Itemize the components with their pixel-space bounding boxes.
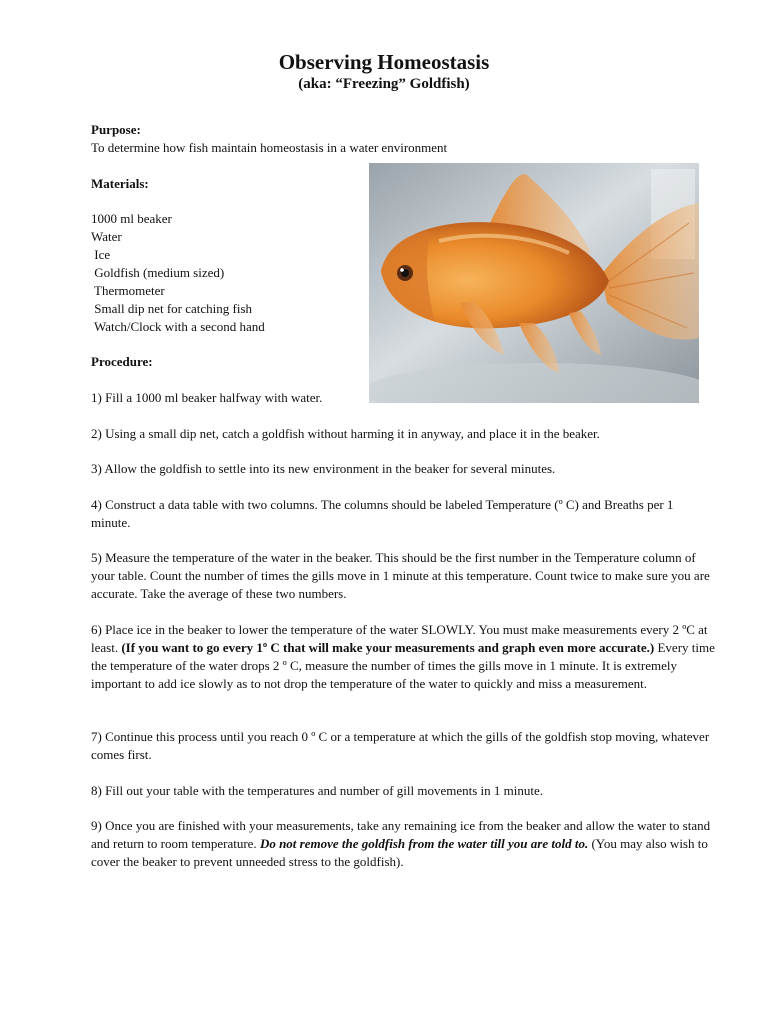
step-6-text-b: Every time the temperature of the water drops 2 º C, measure the number of times the gills move in 1 minute. It is extremely important to add ice slowly as to not drop the temperature of the water to quickly and miss a measurement. [91,640,715,691]
step-9-text-b: (You may also wish to cover the beaker to prevent unneeded stress to the goldfish). [91,836,708,869]
step-9-warning: Do not remove the goldfish from the water till you are told to. [259,836,589,851]
step-6-bold-note: (If you want to go every 1º C that will make your measurements and graph even more accurate.) [121,640,655,655]
procedure-step-6 [91,621,716,693]
procedure-step-7: 7) Continue this process until you reach 0 º C or a temperature at which the gills of the goldfish stop moving, whatever comes first. [91,729,710,762]
step-6-text-a: 6) Place ice in the beaker to lower the temperature of the water SLOWLY. You must make measurements every 2 ºC at least. [91,622,708,655]
materials-item: Thermometer [91,283,165,298]
goldfish-photo-icon [369,163,699,403]
step-9-text-a: 9) Once you are finished with your measurements, take any remaining ice from the beaker and allow the water to stand and return to room temperature. [91,818,711,851]
materials-item: Watch/Clock with a second hand [91,319,265,334]
page-subtitle: (aka: “Freezing” Goldfish) [298,76,470,92]
page-title: Observing Homeostasis [278,50,490,74]
materials-item: 1000 ml beaker [91,211,172,226]
materials-item: Goldfish (medium sized) [91,265,225,280]
procedure-step-5: 5) Measure the temperature of the water in the beaker. This should be the first number in the Temperature column of your table. Count the number of times the gills move in 1 minute at this temperature. Count twice to make sure you are accurate. Take the average of these two numbers. [91,550,710,601]
procedure-heading: Procedure: [91,354,153,369]
materials-item: Water [91,229,122,244]
materials-item: Small dip net for catching fish [91,301,253,316]
procedure-step-2: 2) Using a small dip net, catch a goldfish without harming it in anyway, and place it in the beaker. [91,426,600,441]
procedure-step-9 [91,817,716,871]
materials-item: Ice [91,247,111,262]
purpose-heading: Purpose: [91,122,141,137]
procedure-step-3: 3) Allow the goldfish to settle into its new environment in the beaker for several minutes. [91,461,556,476]
procedure-step-4: 4) Construct a data table with two columns. The columns should be labeled Temperature (º C) and Breaths per 1 minute. [91,497,674,530]
procedure-step-8: 8) Fill out your table with the temperatures and number of gill movements in 1 minute. [91,783,544,798]
purpose-text: To determine how fish maintain homeostasis in a water environment [91,140,448,155]
materials-heading: Materials: [91,176,149,191]
procedure-step-1: 1) Fill a 1000 ml beaker halfway with water. [91,390,323,405]
